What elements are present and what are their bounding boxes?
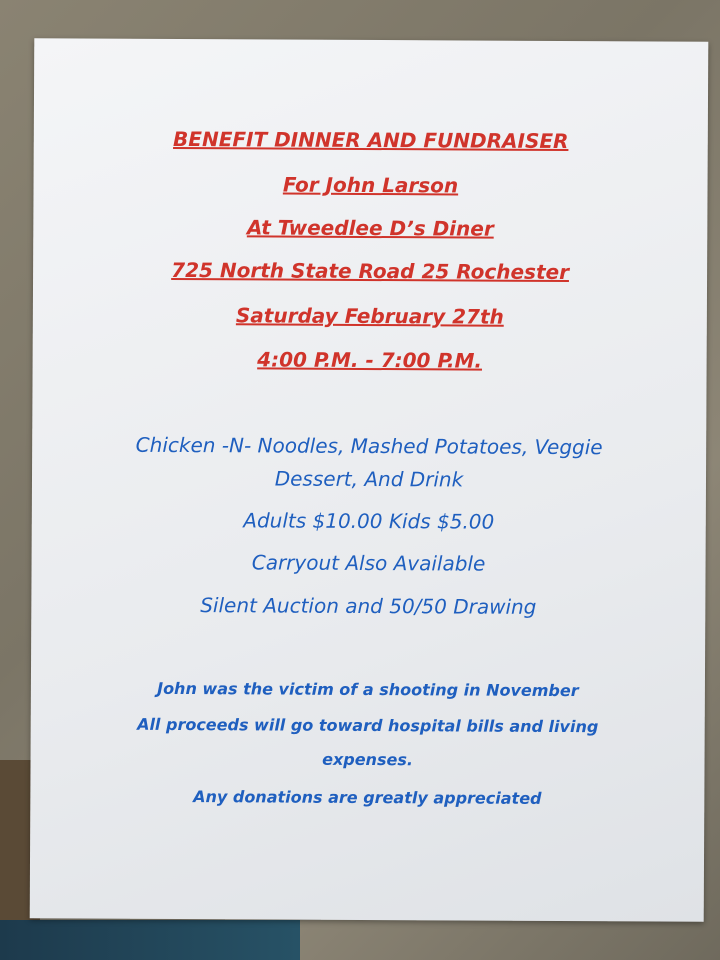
date-line: Saturday February 27th [235,303,504,329]
time-line: 4:00 P.M. - 7:00 P.M. [257,347,483,373]
carryout-line: Carryout Also Available [251,550,486,576]
beneficiary-line: For John Larson [282,172,459,198]
auction-line: Silent Auction and 50/50 Drawing [200,593,537,619]
story-line-3: expenses. [322,749,414,770]
story-line-1: John was the victim of a shooting in November [157,678,579,701]
address-line: 725 North State Road 25 Rochester [171,257,570,285]
venue-line: At Tweedlee D’s Diner [246,215,494,241]
blue-cloth [0,920,300,960]
menu-line-2: Dessert, And Drink [274,466,464,492]
menu-line-1: Chicken -N- Noodles, Mashed Potatoes, Veggie [135,432,603,460]
prices-line: Adults $10.00 Kids $5.00 [243,508,495,534]
story-line-4: Any donations are greatly appreciated [193,787,542,808]
flyer-paper [30,38,709,922]
flyer-title: BENEFIT DINNER AND FUNDRAISER [173,126,569,154]
story-line-2: All proceeds will go toward hospital bills and living [137,714,599,737]
